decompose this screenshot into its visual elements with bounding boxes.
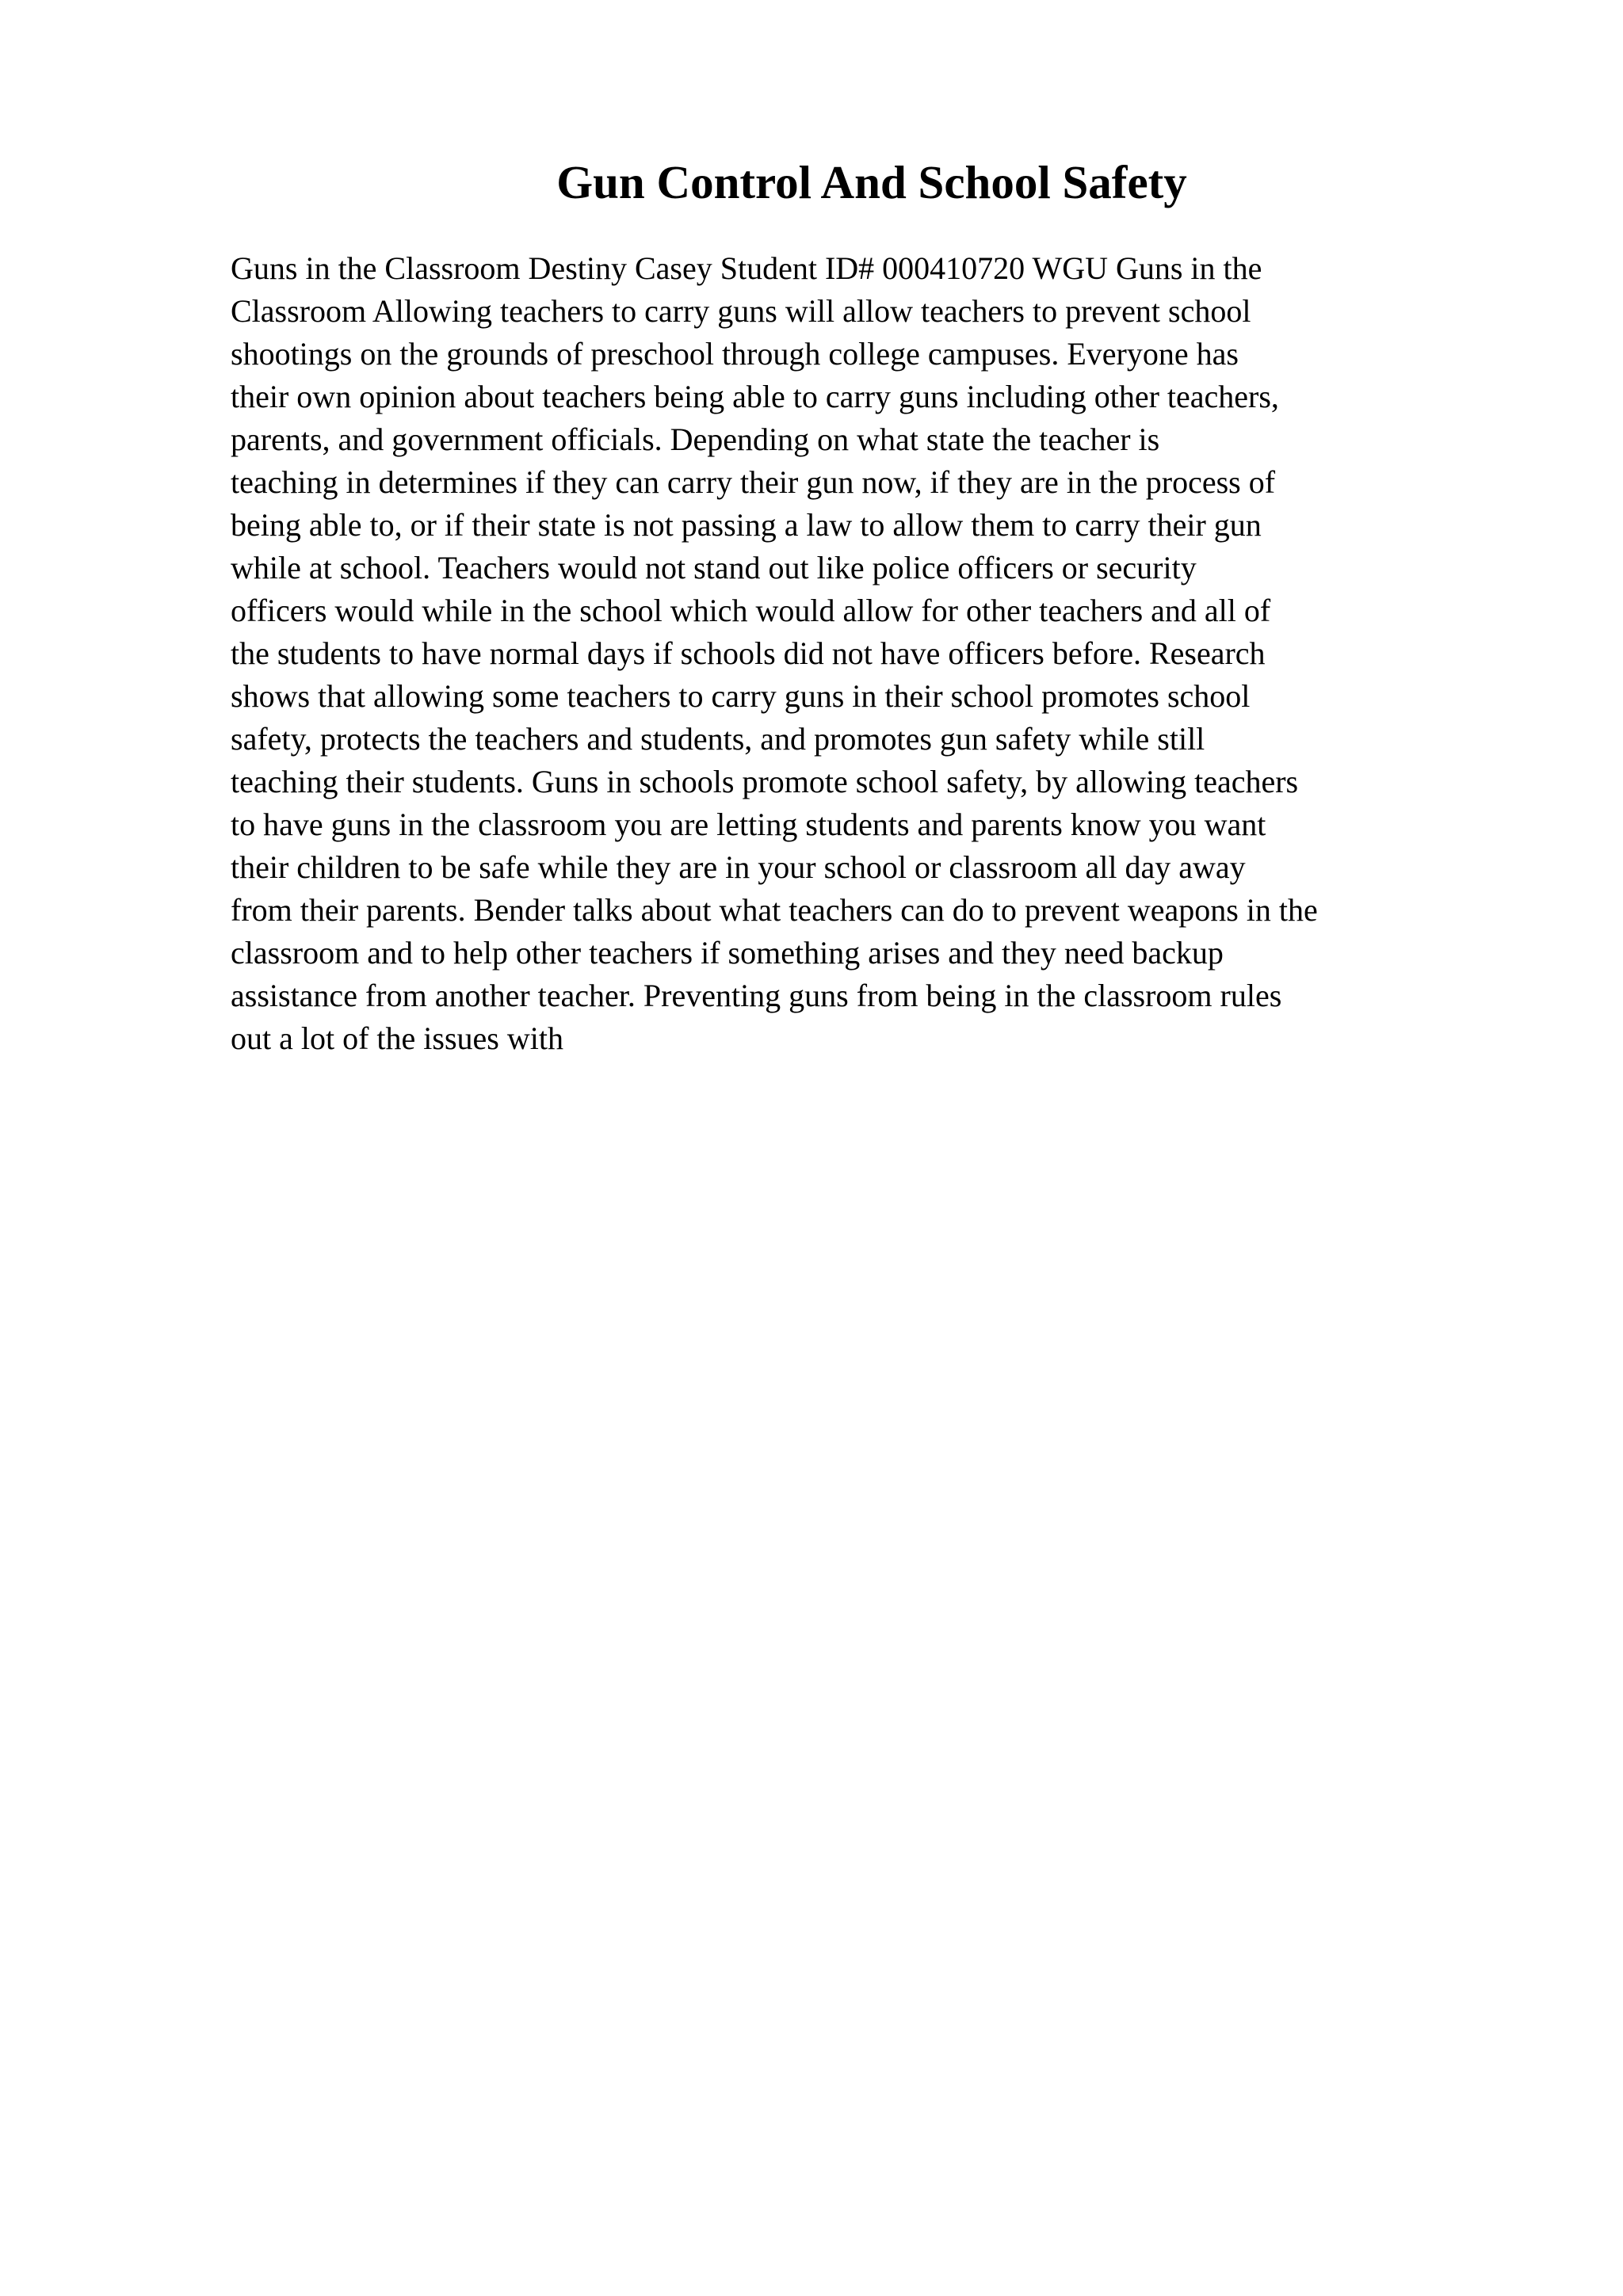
document-title: Gun Control And School Safety [556,156,1187,208]
body-line: assistance from another teacher. Preventing guns from being in the classroom rules [231,978,1282,1013]
body-line: out a lot of the issues with [231,1020,563,1056]
document-body [231,247,1522,1060]
body-line: while at school. Teachers would not stand out like police officers or security [231,550,1197,585]
body-line: classroom and to help other teachers if something arises and they need backup [231,935,1224,971]
body-line: Classroom Allowing teachers to carry guns will allow teachers to prevent school [231,293,1251,329]
body-line: their children to be safe while they are in your school or classroom all day away [231,849,1246,885]
body-line: from their parents. Bender talks about what teachers can do to prevent weapons in the [231,892,1318,928]
body-line: shootings on the grounds of preschool through college campuses. Everyone has [231,336,1239,372]
body-line: Guns in the Classroom Destiny Casey Student ID# 000410720 WGU Guns in the [231,250,1262,286]
body-line: officers would while in the school which would allow for other teachers and all of [231,593,1271,628]
body-line: safety, protects the teachers and students, and promotes gun safety while still [231,721,1205,757]
body-line: being able to, or if their state is not passing a law to allow them to carry their gun [231,507,1262,543]
body-line: parents, and government officials. Depending on what state the teacher is [231,421,1160,457]
body-line: their own opinion about teachers being able to carry guns including other teachers, [231,379,1279,414]
body-line: the students to have normal days if schools did not have officers before. Research [231,635,1266,671]
body-line: to have guns in the classroom you are letting students and parents know you want [231,807,1266,842]
body-line: teaching their students. Guns in schools promote school safety, by allowing teachers [231,764,1299,799]
body-line: teaching in determines if they can carry their gun now, if they are in the process of [231,464,1276,500]
body-line: shows that allowing some teachers to carry guns in their school promotes school [231,678,1251,714]
